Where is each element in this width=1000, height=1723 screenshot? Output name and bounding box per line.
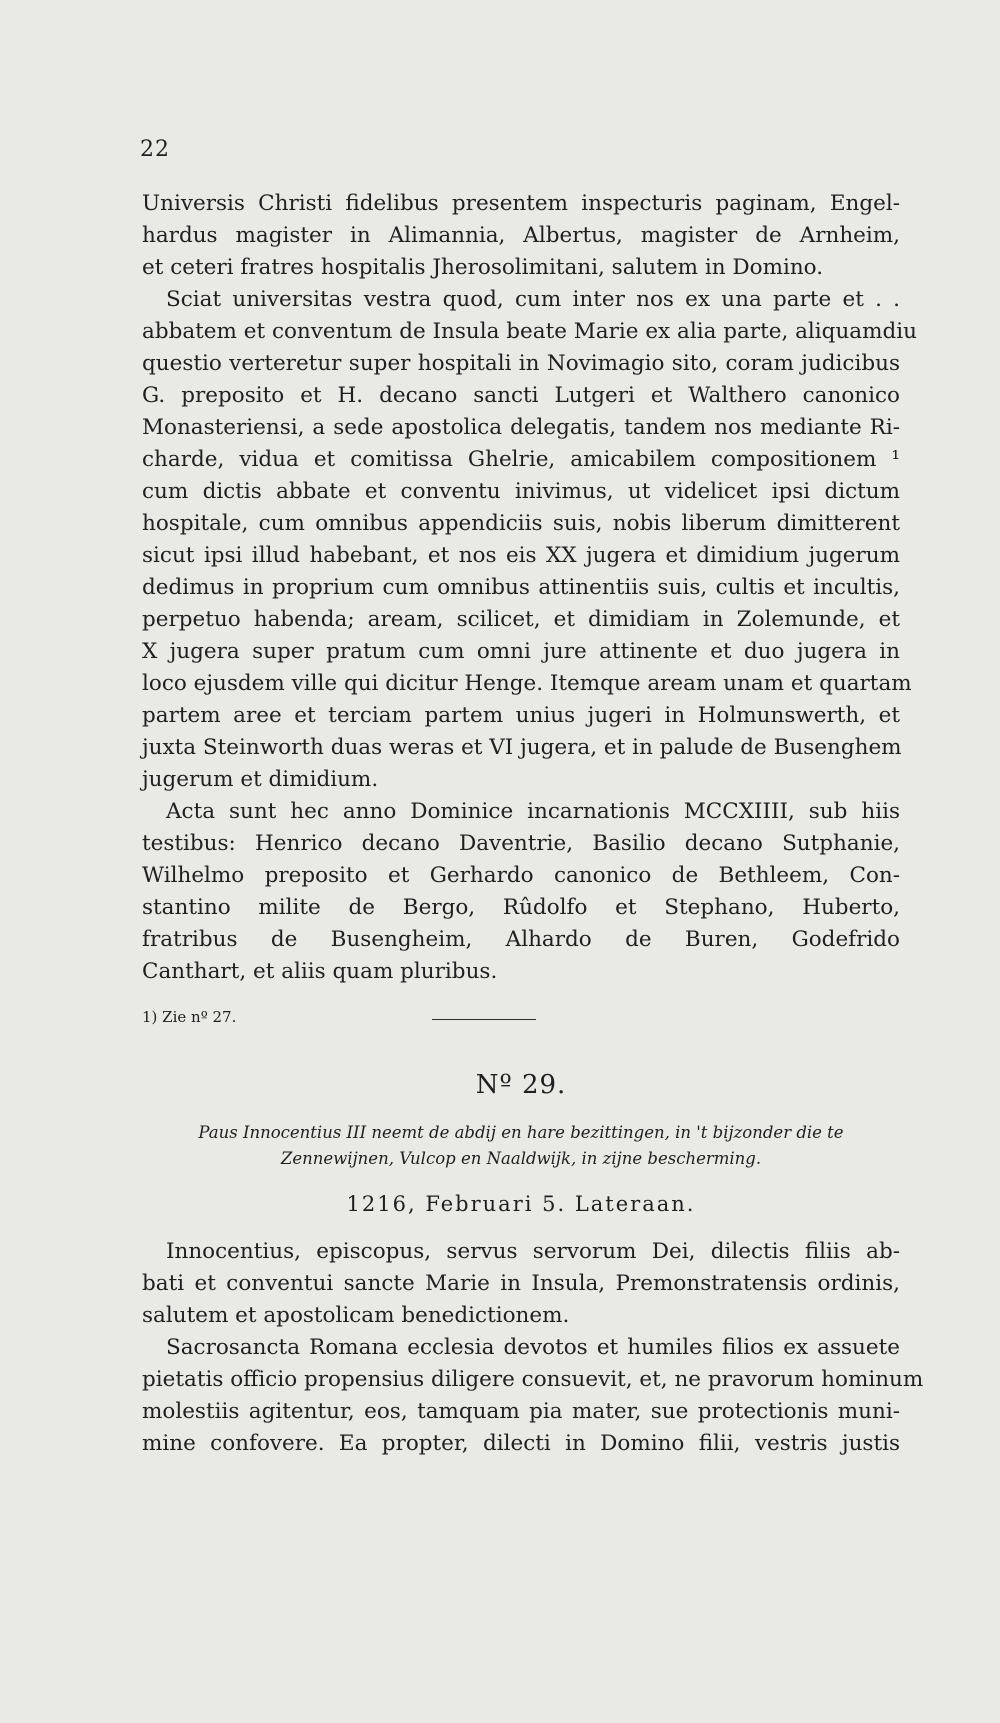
text-line: questio verteretur super hospitali in Novimagio sito, coram judicibus [142,351,900,376]
text-line: partem aree et terciam partem unius jugeri in Holmunswerth, et [142,703,900,728]
text-line: loco ejusdem ville qui dicitur Henge. Itemque aream unam et quartam [142,671,912,696]
footnote [142,1002,900,1026]
text-line: Innocentius, episcopus, servus servorum Dei, dilectis filiis ab- [166,1239,900,1264]
text-line: Canthart, et aliis quam pluribus. [142,959,498,984]
text-line: Monasteriensi, a sede apostolica delegatis, tandem nos mediante Ri- [142,415,900,440]
text-line: salutem et apostolicam benedictionem. [142,1303,570,1328]
footnote-text: 1) Zie nº 27. [142,1008,237,1026]
text-line: molestiis agitentur, eos, tamquam pia mater, sue protectionis muni- [142,1399,900,1424]
text-line: sicut ipsi illud habebant, et nos eis XX jugera et dimidium jugerum [142,543,900,568]
text-line: Sacrosancta Romana ecclesia devotos et humiles filios ex assuete [166,1335,900,1360]
summary-line: Paus Innocentius III neemt de abdij en hare bezittingen, in 't bijzonder die te [198,1123,844,1142]
section-divider [432,1019,536,1020]
text-line: pietatis officio propensius diligere consuevit, et, ne pravorum hominum [142,1367,924,1392]
page-content [142,188,924,1460]
text-line: Universis Christi fidelibus presentem inspecturis paginam, Engel- [142,191,900,216]
text-line: mine confovere. Ea propter, dilecti in Domino filii, vestris justis [142,1431,900,1456]
text-line: cum dictis abbate et conventu inivimus, ut videlicet ipsi dictum [142,479,900,504]
doc29-paragraph-2 [142,1332,924,1460]
text-line: testibus: Henrico decano Daventrie, Basilio decano Sutphanie, [142,831,900,856]
summary-line: Zennewijnen, Vulcop en Naaldwijk, in zijne bescherming. [280,1149,762,1168]
document-date: 1216, Februari 5. Lateraan. [346,1192,696,1216]
text-line: Wilhelmo preposito et Gerhardo canonico de Bethleem, Con- [142,863,900,888]
text-line: Acta sunt hec anno Dominice incarnationis MCCXIIII, sub hiis [166,799,900,824]
document-summary [142,1120,900,1172]
text-line: Sciat universitas vestra quod, cum inter nos ex una parte et . . [166,287,900,312]
text-line: G. preposito et H. decano sancti Lutgeri et Walthero canonico [142,383,900,408]
doc28-paragraph-2 [142,284,917,796]
text-line: hardus magister in Alimannia, Albertus, magister de Arnheim, [142,223,900,248]
text-line: abbatem et conventum de Insula beate Marie ex alia parte, aliquamdiu [142,319,917,344]
text-line: fratribus de Busengheim, Alhardo de Buren, Godefrido [142,927,900,952]
text-line: juxta Steinworth duas weras et VI jugera, et in palude de Busenghem [142,735,902,760]
doc29-paragraph-1 [142,1236,900,1332]
text-line: bati et conventui sancte Marie in Insula, Premonstratensis ordinis, [142,1271,900,1296]
text-line: hospitale, cum omnibus appendiciis suis, nobis liberum dimitterent [142,511,900,536]
page-number: 22 [140,137,170,162]
text-line: et ceteri fratres hospitalis Jherosolimitani, salutem in Domino. [142,255,824,280]
text-line: dedimus in proprium cum omnibus attinentiis suis, cultis et incultis, [142,575,900,600]
doc28-paragraph-3 [142,796,900,988]
text-line: charde, vidua et comitissa Ghelrie, amicabilem compositionem ¹ [142,447,900,472]
text-line: X jugera super pratum cum omni jure attinente et duo jugera in [142,639,900,664]
text-line: perpetuo habenda; aream, scilicet, et dimidiam in Zolemunde, et [142,607,900,632]
text-line: stantino milite de Bergo, Rûdolfo et Stephano, Huberto, [142,895,900,920]
doc28-paragraph-1 [142,188,900,284]
text-line: jugerum et dimidium. [142,767,379,792]
document-number: Nº 29. [475,1070,567,1100]
